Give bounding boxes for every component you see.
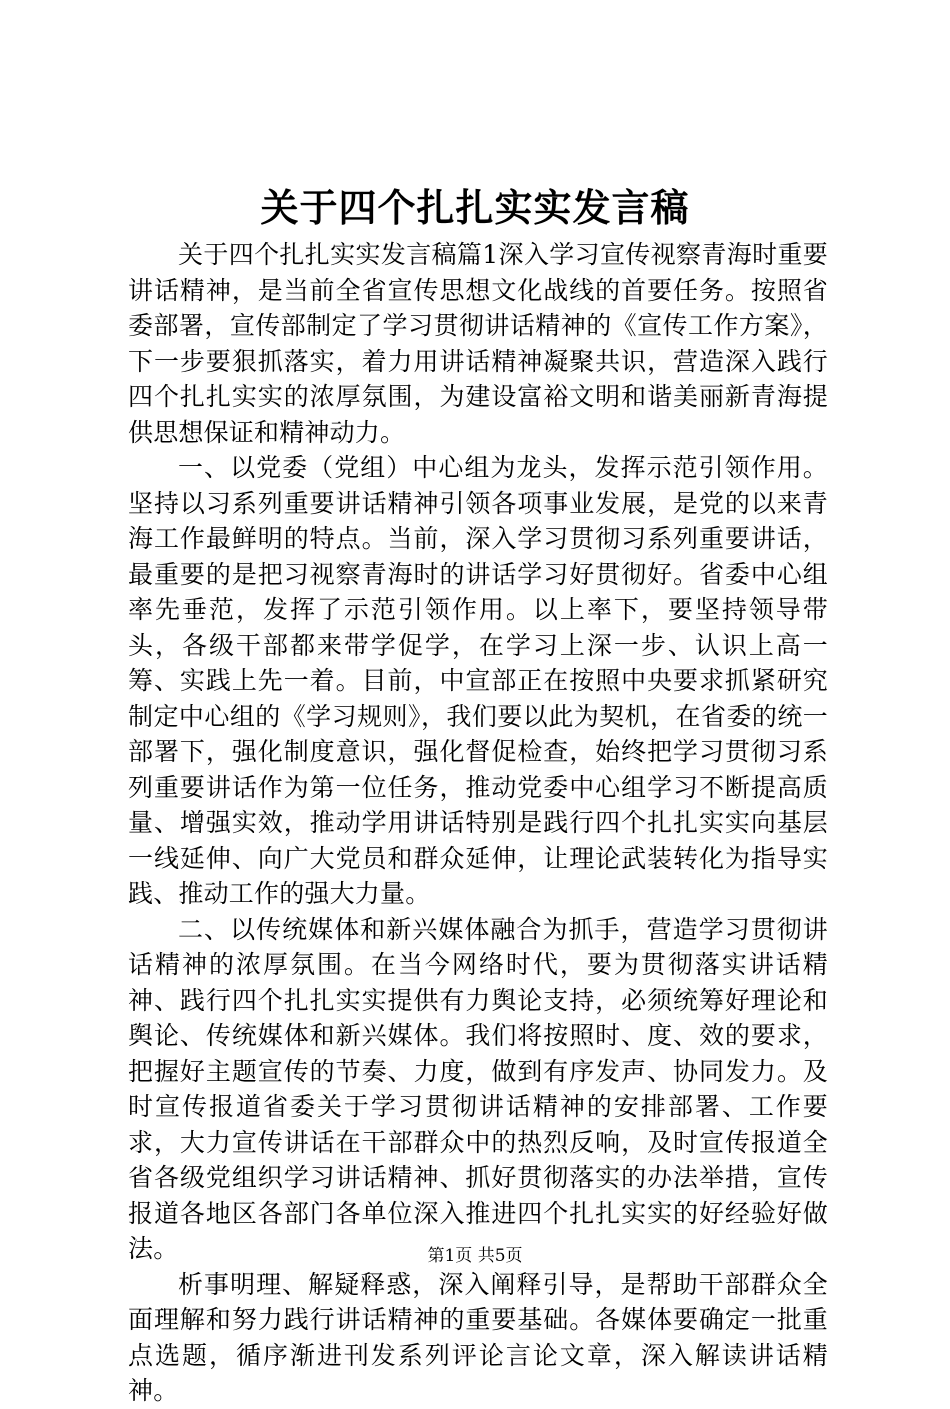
document-body [128, 237, 828, 1409]
paragraph-intro: 关于四个扎扎实实发言稿篇1深入学习宣传视察青海时重要讲话精神，是当前全省宣传思想文化战线的首要任务。按照省委部署，宣传部制定了学习贯彻讲话精神的《宣传工作方案》，下一步要狠抓落实，着力用讲话精神凝聚共识，营造深入践行四个扎扎实实的浓厚氛围，为建设富裕文明和谐美丽新青海提供思想保证和精神动力。 [128, 240, 828, 447]
paragraph-analysis: 析事明理、解疑释惑，深入阐释引导，是帮助干部群众全面理解和努力践行讲话精神的重要基础。各媒体要确定一批重点选题，循序渐进刊发系列评论言论文章，深入解读讲话精神。 [128, 1269, 828, 1405]
paragraph-section-one: 一、以党委（党组）中心组为龙头，发挥示范引领作用。坚持以习系列重要讲话精神引领各项事业发展，是党的以来青海工作最鲜明的特点。当前，深入学习贯彻习系列重要讲话，最重要的是把习视察青海时的讲话学习好贯彻好。省委中心组率先垂范，发挥了示范引领作用。以上率下，要坚持领导带头，各级干部都来带学促学，在学习上深一步、认识上高一筹、实践上先一着。目前，中宣部正在按照中央要求抓紧研究制定中心组的《学习规则》，我们要以此为契机，在省委的统一部署下，强化制度意识，强化督促检查，始终把学习贯彻习系列重要讲话作为第一位任务，推动党委中心组学习不断提高质量、增强实效，推动学用讲话特别是践行四个扎扎实实向基层一线延伸、向广大党员和群众延伸，让理论武装转化为指导实践、推动工作的强大力量。 [128, 453, 828, 908]
page-number-footer: 第1页 共5页 [427, 1246, 523, 1266]
paragraph-section-two: 二、以传统媒体和新兴媒体融合为抓手，营造学习贯彻讲话精神的浓厚氛围。在当今网络时代，要为贯彻落实讲话精神、践行四个扎扎实实提供有力舆论支持，必须统筹好理论和舆论、传统媒体和新兴媒体。我们将按照时、度、效的要求，把握好主题宣传的节奏、力度，做到有序发声、协同发力。及时宣传报道省委关于学习贯彻讲话精神的安排部署、工作要求，大力宣传讲话在干部群众中的热烈反响，及时宣传报道全省各级党组织学习讲话精神、抓好贯彻落实的办法举措，宣传报道各地区各部门各单位深入推进四个扎扎实实的好经验好做法。 [128, 914, 828, 1263]
document-title: 关于四个扎扎实实发言稿 [260, 185, 690, 230]
